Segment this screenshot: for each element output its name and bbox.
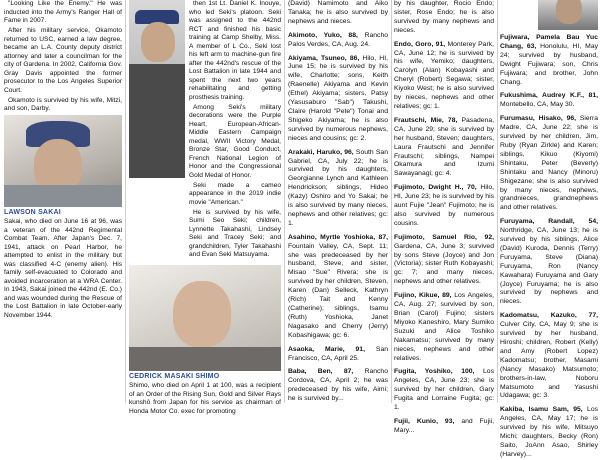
portrait-photo — [538, 0, 598, 30]
obituary-name: Fujino, Kikue, 89, — [394, 292, 452, 300]
obituary-name: Fukushima, Audrey K.F., 81, — [500, 92, 598, 100]
obituary-detail: Northridge, CA, June 13; he is survived by his siblings, Alice (David) Kuroda, Dennis (Terry) Furuyama, Steve (Diana) Furuyama, Ron (Nancy Kawahara) Furuyama and Gary (Joyce) Furuyama; he is also survived by nephews and nieces. — [500, 227, 598, 306]
obituary-detail: Fountain Valley, CA, Sept. 11; she was predeceased by her husband, Steve, and sister, Misao "Sue" Rivera; she is survived by her children, Steven, Karen (Dan) Selleck, Kathryn (Rich) Tait and Kenny (Catherine); siblings, Isamu (Ruth) Yoshioka, Janet Nagasako and Cherry (Jerry) Kobashigawa; gc: 6. — [288, 242, 388, 339]
article-paragraph: Among Seki's military decorations were the Purple Heart, European-African-Middle Eastern Campaign medal, WWII Victory Medal, Bronze Star, Good Conduct, French National Legion of Honor and the Congressional Gold Medal of Honor. — [189, 103, 281, 179]
obituary-entry — [500, 92, 598, 110]
obituary-detail: South San Gabriel, CA, July 22; he is survived by his daughters, Georgianne Lynch and Kathleen Hendrickson; siblings, Hideo (Kazy) Oshiro and Yo Sakai; he is also survived by many nieces, nephews and other relatives; gc: 1. — [288, 148, 388, 227]
obituary-name: Endo, Goro, 91, — [394, 40, 446, 48]
photo-caption: CEDRICK MASAKI SHIMO — [129, 373, 220, 380]
obituary-name: Fugita, Yoshiko, 100, — [394, 368, 475, 376]
obituary-detail: Rancho Palos Verdes, CA, Aug. 24. — [288, 31, 389, 48]
obituary-entry — [500, 218, 598, 307]
article-paragraph: Shimo, who died on April 1 at 100, was a recipient of an Order of the Rising Sun, Gold and Silver Rays kunshō from Japan for his service as chairman of Honda Motor Co. exec for promoting — [129, 382, 281, 415]
obituary-entry — [288, 149, 388, 229]
article-paragraph: "Looking Like the Enemy." He was inducted into the Army's Ranger Hall of Fame in 2007. — [4, 0, 122, 24]
cedrick-shimo-photo — [129, 265, 281, 371]
column-2 — [129, 0, 281, 415]
obituary-name: Asaoka, Marie, 91, — [288, 345, 365, 353]
lawson-sakai-photo — [4, 115, 122, 207]
obituary-name: Furuyama, Randall, 54, — [500, 218, 598, 226]
obituary-entry — [394, 117, 494, 179]
obituary-detail: Los Angeles, CA, Aug. 27; survived by son, Brian (Carol) Fujino; sisters Miyoko Kaneshiro, Mary Sumiko Suzuki and Alice Toshiko Nakamatsu; survived by many nieces, nephews and other relatives. — [394, 292, 494, 362]
obituary-detail: Gardena, CA, June 3; survived by sons Steve (Joyce) and Jon (Victoria); sister Ruth Kobayashi; gc: 7; and many nieces, nephews and other relatives. — [394, 242, 494, 286]
obituary-entry — [394, 292, 494, 363]
obituary-entry — [288, 32, 388, 50]
obituary-entry — [394, 41, 494, 112]
obituary-detail: Hilo, HI, June 15; he is survived by his wife, Charlotte; sons, Keith (Raenelle) Akiyama and Kevin (Ethel) Akiyama; sisters, Patsy (Yasusaburo "Sab") Takushi, Claire (Harold "Pete") Tonai and Shigeko Akiyama; he is also survived by numerous nephews, nieces and cousins; gc: 2. — [288, 54, 388, 142]
obituary-name: Arakaki, Haruko, 96, — [288, 148, 354, 156]
obituary-detail: Hilo, HI, June 23; he is survived by his aunt Fujie "Jean" Fujimoto; he is also survived by numerous cousins. — [394, 184, 495, 227]
obituary-entry — [288, 0, 388, 27]
obituary-entry — [288, 234, 388, 341]
obituary-detail: Culver City, CA, May 9; she is survived by her husband, Hiroshi; children, Robert (Kelly) and Amy (Robert Lopez) Kadomatsu; brother, Masami (Nancy Masako) Matsumoto; brothers-in-law, Noboru Matsumoto and Yasushi Udagawa; gc: 3. — [500, 321, 598, 400]
obituary-entry — [500, 312, 598, 401]
obituary-entry — [394, 184, 494, 229]
obituary-detail: Sierra Madre, CA, June 22; she is survived by her children, Jim, Ruby (Ryan Zirkle) and Karen; siblings, Kikuo (Kiyomi) Shintaku, Peter (Beverly) Shintaku and Nancy (Minoru) Shigezane; she is also survived by many nieces, nephews, grandnieces, grandnephews and other relatives. — [500, 115, 598, 212]
obituary-entry — [394, 368, 494, 413]
obituary-name: Akiyama, Tsuneo, 86, — [288, 54, 360, 62]
obituary-detail: San Francisco, CA, April 25. — [288, 345, 388, 362]
obituary-detail: (David) Namimoto and Aiko Tanaka; he is also survived by nephews and nieces. — [288, 0, 388, 25]
obituary-entry — [500, 115, 598, 213]
obituary-name: Baba, Ben, 87, — [288, 368, 354, 376]
veteran-photo — [129, 0, 185, 178]
obituary-detail: Monterey Park, CA, June 12; he is survived by his wife, Yemiko; daughters, Carolyn (Alan) Kobayashi and Cheryl (Robert) Segawa; sister, Kiyoko West; he is also survived by nieces, nephews and other relatives; gc: 1. — [394, 40, 494, 110]
obituary-entry — [288, 346, 388, 364]
obituary-name: Akimoto, Yuko, 88, — [288, 31, 358, 39]
obituary-name: Kakiba, Isamu Sam, 95, — [500, 406, 583, 414]
obituary-entry — [394, 0, 494, 36]
obituary-detail: Honolulu, HI, May 24; survived by husband, Dwight Fujiwara; son, Chris Fujiwara; and brother, John Chang. — [500, 42, 598, 86]
obituary-name: Fujimoto, Dwight H., 70, — [394, 184, 477, 192]
obituary-entry — [394, 234, 494, 287]
obituary-entry — [394, 418, 494, 436]
obituary-detail: and Fujii, Mary... — [394, 417, 494, 434]
obituary-detail: Los Angeles, CA, June 23; she is survived by her children, Gary Fugita and Lorraine Fugita; gc: 1. — [394, 368, 494, 412]
obituary-name: Fujii, Kunio, 93, — [394, 417, 455, 425]
article-paragraph: After his military service, Okamoto returned to USC, earned a law degree, became an L.A. County deputy district attorney and later a councilman for the city of Gardena. In 2002, California Gov. Gray Davis appointed the former prosecutor to the Los Angeles Superior Court. — [4, 27, 122, 94]
obituary-entry — [288, 368, 388, 404]
obituary-detail: Pasadena, CA, June 29; she is survived by her husband, Steven; daughters, Laura Frautschi and Jennifer Frautschi; siblings, Nampei Okamura and Izumi Sawayanagi; gc: 4. — [394, 116, 494, 178]
article-paragraph: Okamoto is survived by his wife, Mitzi, and son, Darby. — [4, 96, 122, 112]
obituary-name: Fujimoto, Samuel Rio, 92, — [394, 233, 494, 241]
obituary-name: Fujiwara, Pamela Bau Yuc Chang, 63, — [500, 34, 598, 50]
column-3 — [288, 0, 388, 403]
obituary-name: Frautschi, Mie, 78, — [394, 116, 458, 124]
obituary-entry — [500, 34, 598, 87]
column-5 — [500, 0, 599, 458]
obituary-detail: by his daughter, Rocio Endo; sister, Rose Endo; he is also survived by many nephews and nieces. — [394, 0, 494, 34]
obituary-entry — [500, 406, 598, 459]
column-1 — [4, 0, 122, 403]
column-4 — [394, 0, 495, 434]
obituary-detail: Los Angeles, CA, May 17; he is survived by his wife, Mitsuyo Michi; daughters, Becky (Ron) Saito, JoAnn Asao, Shirley (Harvey)... — [500, 406, 599, 458]
obituary-entry — [288, 55, 388, 144]
article-paragraph: then 1st Lt. Daniel K. Inouye, who led Seki's platoon. Seki was assigned to the 442nd RCT and finished his basic training at Camp Shelby, Miss. A member of L Co., Seki lost his left arm to machine-gun fire after the 442nd's rescue of the Lost Battalion in late 1944 and spent the next two years rehabilitating and getting prosthesis training. — [189, 0, 281, 101]
obituary-detail: Rancho Cordova, CA, April 2; he was predeceased by his wife, Aimi; he is survived by... — [288, 368, 388, 403]
article-paragraph: He is survived by his wife, Sumi Seo Seki; children, Lynnette Takahashi, Lindsey Seki and Tracey Seki; and grandchildren, Tyler Takahashi and Evan Seki Matsuyama. — [189, 208, 281, 258]
obituary-name: Kadomatsu, Kazuko, 77, — [500, 312, 598, 320]
obituary-name: Furumasu, Hisako, 96, — [500, 115, 577, 123]
obituary-detail: Montebello, CA, May 30. — [500, 101, 575, 109]
article-paragraph: Sakai, who died on June 16 at 96, was a veteran of the 442nd Regimental Combat Team. After Japan's Dec. 7, 1941, attack on Pearl Harbor, he attempted to enlist in the military but was classified 4-C (enemy alien). His family self-evacuated to Colorado and avoided incarceration at a WRA Center. In 1943, Sakai joined the 442nd (E. Co.) and was wounded during the Rescue of the Lost Battalion in late October-early November 1944. — [4, 218, 122, 319]
article-paragraph: Seki made a cameo appearance in the 2019 indie movie "American." — [189, 181, 281, 206]
obituary-name: Asahino, Myrtle Yoshioka, 87, — [288, 233, 388, 241]
photo-caption: LAWSON SAKAI — [4, 209, 61, 216]
